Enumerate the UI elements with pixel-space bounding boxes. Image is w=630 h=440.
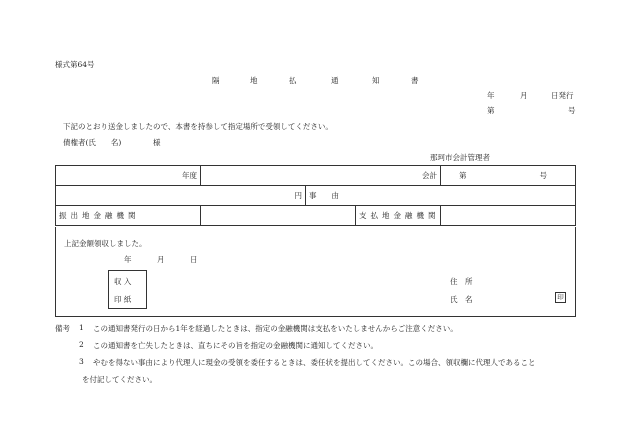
note-number: 1 xyxy=(79,323,84,332)
note-number: 2 xyxy=(79,340,84,349)
payment-bank-value xyxy=(441,206,576,226)
intro-text: 下記のとおり送金しましたので、本書を持参して指定場所で受領してください。 xyxy=(63,122,333,131)
creditor-label: 債権者(氏 名) xyxy=(63,138,122,147)
table-row xyxy=(56,186,576,206)
notes-label: 備考 xyxy=(55,324,70,333)
note-text: やむを得ない事由により代理人に現金の受領を委任するときは、委任状を提出してください。この場合、領収欄に代理人であること xyxy=(93,358,536,367)
fiscal-year-cell: 年度 xyxy=(56,166,201,186)
title-char: 通 xyxy=(331,76,339,85)
form-number: 様式第64号 xyxy=(55,60,95,69)
table-row xyxy=(56,206,576,226)
amount-cell: 円 xyxy=(56,186,306,206)
note-text: この通知書を亡失したときは、直ちにその旨を指定の金融機関に通知してください。 xyxy=(93,341,378,350)
name-label: 氏 名 xyxy=(450,295,473,304)
table-row xyxy=(56,166,576,186)
title-char: 隔 xyxy=(212,76,220,85)
note-continuation: を付記してください。 xyxy=(82,375,157,384)
payment-bank-label: 支払地金融機関 xyxy=(356,206,441,226)
note-number: 3 xyxy=(79,357,84,366)
origin-bank-value xyxy=(201,206,356,226)
stamp-label-1: 収 入 xyxy=(114,277,132,286)
creditor-honorific: 様 xyxy=(153,138,161,147)
address-label: 住 所 xyxy=(450,277,473,286)
note-text: この通知書発行の日から1年を経過したときは、指定の金融機関は支払をいたしませんからご注意ください。 xyxy=(93,324,458,333)
number-cell: 第 号 xyxy=(441,166,576,186)
account-cell: 会計 xyxy=(201,166,441,186)
issuer-name: 那珂市会計管理者 xyxy=(430,153,490,162)
remittance-table xyxy=(55,165,576,226)
title-char: 知 xyxy=(372,76,380,85)
title-char: 払 xyxy=(289,76,297,85)
title-char: 地 xyxy=(250,76,258,85)
received-text: 上記金額領収しました。 xyxy=(64,239,147,248)
origin-bank-label: 振出地金融機関 xyxy=(56,206,201,226)
stamp-label-2: 印 紙 xyxy=(114,295,132,304)
title-char: 書 xyxy=(411,76,419,85)
reason-cell: 事 由 xyxy=(306,186,576,206)
seal-mark: 印 xyxy=(555,292,566,303)
